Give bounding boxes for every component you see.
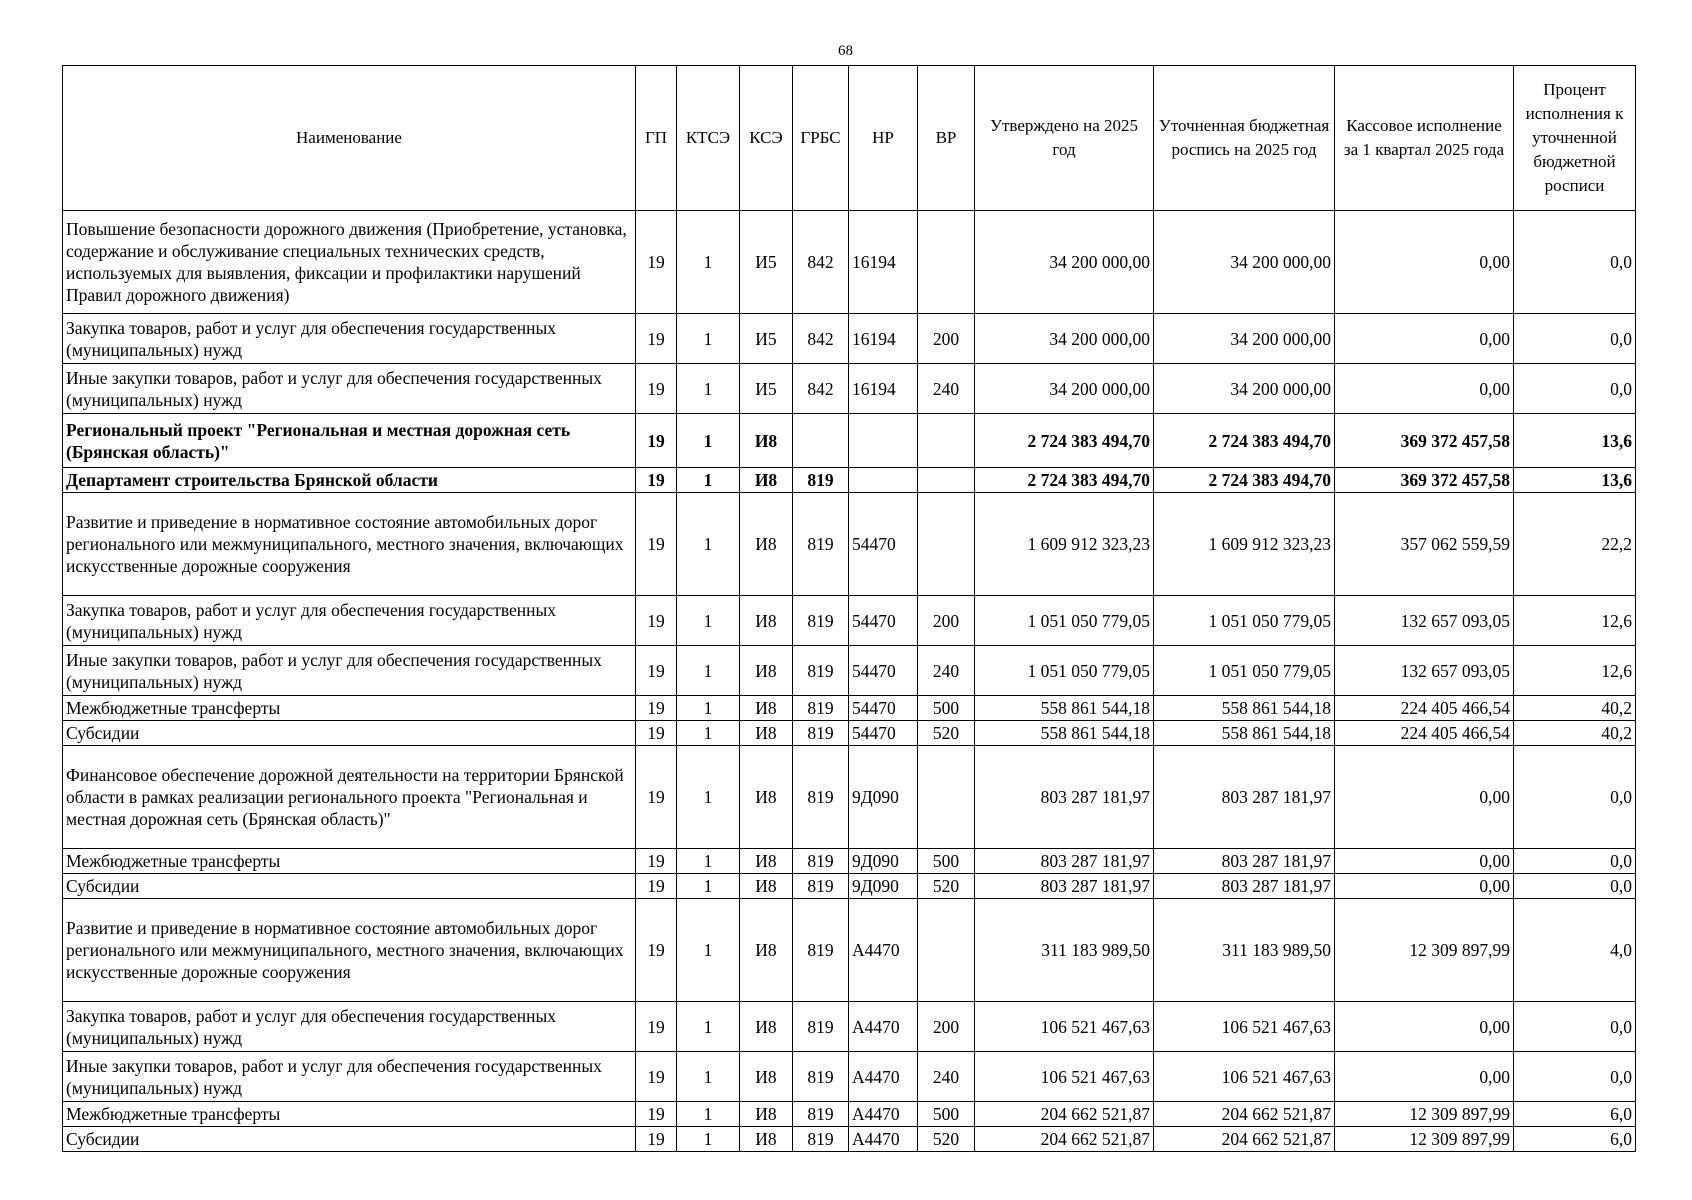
row-nr xyxy=(849,468,918,493)
row-vr: 500 xyxy=(918,696,975,721)
row-kse: И8 xyxy=(740,874,793,899)
row-gp: 19 xyxy=(636,493,677,596)
row-percent: 40,2 xyxy=(1514,696,1636,721)
row-gp: 19 xyxy=(636,314,677,364)
row-approved: 803 287 181,97 xyxy=(975,874,1154,899)
row-ktse: 1 xyxy=(677,364,740,414)
row-nr: 9Д090 xyxy=(849,849,918,874)
row-refined: 2 724 383 494,70 xyxy=(1154,468,1335,493)
row-grbs: 819 xyxy=(793,493,849,596)
row-kse: И8 xyxy=(740,493,793,596)
table-row xyxy=(63,414,1636,468)
table-row xyxy=(63,646,1636,696)
row-gp: 19 xyxy=(636,1052,677,1102)
row-name: Закупка товаров, работ и услуг для обеспечения государственных (муниципальных) нужд xyxy=(63,1002,636,1052)
row-vr xyxy=(918,211,975,314)
row-vr: 520 xyxy=(918,721,975,746)
row-refined: 34 200 000,00 xyxy=(1154,364,1335,414)
row-percent: 6,0 xyxy=(1514,1127,1636,1152)
row-grbs: 819 xyxy=(793,1002,849,1052)
header-vr: ВР xyxy=(918,66,975,211)
row-name: Межбюджетные трансферты xyxy=(63,696,636,721)
row-grbs: 819 xyxy=(793,1052,849,1102)
row-approved: 2 724 383 494,70 xyxy=(975,414,1154,468)
row-ktse: 1 xyxy=(677,493,740,596)
row-refined: 106 521 467,63 xyxy=(1154,1052,1335,1102)
row-name: Субсидии xyxy=(63,1127,636,1152)
row-refined: 34 200 000,00 xyxy=(1154,211,1335,314)
row-gp: 19 xyxy=(636,364,677,414)
row-ktse: 1 xyxy=(677,1052,740,1102)
row-gp: 19 xyxy=(636,1002,677,1052)
table-row xyxy=(63,746,1636,849)
row-nr: А4470 xyxy=(849,1127,918,1152)
row-gp: 19 xyxy=(636,721,677,746)
table-row xyxy=(63,874,1636,899)
row-cash: 0,00 xyxy=(1335,874,1514,899)
row-vr xyxy=(918,493,975,596)
row-kse: И5 xyxy=(740,314,793,364)
row-refined: 106 521 467,63 xyxy=(1154,1002,1335,1052)
row-nr: А4470 xyxy=(849,899,918,1002)
row-name: Субсидии xyxy=(63,874,636,899)
row-gp: 19 xyxy=(636,468,677,493)
row-grbs xyxy=(793,414,849,468)
row-grbs: 819 xyxy=(793,696,849,721)
row-approved: 34 200 000,00 xyxy=(975,364,1154,414)
row-approved: 34 200 000,00 xyxy=(975,211,1154,314)
row-nr: А4470 xyxy=(849,1002,918,1052)
row-ktse: 1 xyxy=(677,468,740,493)
row-gp: 19 xyxy=(636,696,677,721)
table-row xyxy=(63,1052,1636,1102)
row-refined: 34 200 000,00 xyxy=(1154,314,1335,364)
header-nr: НР xyxy=(849,66,918,211)
row-kse: И8 xyxy=(740,721,793,746)
page-number: 68 xyxy=(838,43,853,59)
row-percent: 0,0 xyxy=(1514,211,1636,314)
row-nr: 16194 xyxy=(849,364,918,414)
row-grbs: 819 xyxy=(793,874,849,899)
row-ktse: 1 xyxy=(677,899,740,1002)
row-cash: 12 309 897,99 xyxy=(1335,899,1514,1002)
row-ktse: 1 xyxy=(677,646,740,696)
row-vr xyxy=(918,746,975,849)
row-grbs: 819 xyxy=(793,899,849,1002)
row-kse: И8 xyxy=(740,414,793,468)
row-grbs: 819 xyxy=(793,721,849,746)
row-approved: 1 051 050 779,05 xyxy=(975,646,1154,696)
row-vr: 500 xyxy=(918,849,975,874)
row-ktse: 1 xyxy=(677,721,740,746)
table-row xyxy=(63,314,1636,364)
table-row xyxy=(63,696,1636,721)
table-row xyxy=(63,364,1636,414)
row-cash: 12 309 897,99 xyxy=(1335,1127,1514,1152)
row-kse: И8 xyxy=(740,849,793,874)
row-gp: 19 xyxy=(636,1102,677,1127)
row-gp: 19 xyxy=(636,414,677,468)
row-cash: 224 405 466,54 xyxy=(1335,721,1514,746)
row-grbs: 842 xyxy=(793,314,849,364)
row-refined: 311 183 989,50 xyxy=(1154,899,1335,1002)
row-percent: 0,0 xyxy=(1514,1002,1636,1052)
row-cash: 369 372 457,58 xyxy=(1335,414,1514,468)
row-ktse: 1 xyxy=(677,414,740,468)
row-percent: 0,0 xyxy=(1514,1052,1636,1102)
header-row xyxy=(63,66,1636,211)
row-name: Развитие и приведение в нормативное состояние автомобильных дорог регионального или межмуниципального, местного значения, включающих искусственные дорожные сооружения xyxy=(63,899,636,1002)
header-percent: Процент исполнения к уточненной бюджетной росписи xyxy=(1514,66,1636,211)
row-grbs: 819 xyxy=(793,596,849,646)
row-percent: 0,0 xyxy=(1514,849,1636,874)
row-approved: 558 861 544,18 xyxy=(975,721,1154,746)
row-cash: 0,00 xyxy=(1335,746,1514,849)
row-cash: 0,00 xyxy=(1335,314,1514,364)
row-vr: 240 xyxy=(918,1052,975,1102)
table-row xyxy=(63,849,1636,874)
row-nr: А4470 xyxy=(849,1102,918,1127)
row-gp: 19 xyxy=(636,211,677,314)
row-approved: 311 183 989,50 xyxy=(975,899,1154,1002)
row-cash: 0,00 xyxy=(1335,211,1514,314)
row-kse: И8 xyxy=(740,1002,793,1052)
row-refined: 803 287 181,97 xyxy=(1154,874,1335,899)
row-kse: И8 xyxy=(740,596,793,646)
table-row xyxy=(63,1102,1636,1127)
row-cash: 357 062 559,59 xyxy=(1335,493,1514,596)
row-refined: 803 287 181,97 xyxy=(1154,746,1335,849)
table-body xyxy=(63,211,1636,1152)
row-name: Департамент строительства Брянской области xyxy=(63,468,636,493)
row-nr: 54470 xyxy=(849,596,918,646)
row-grbs: 819 xyxy=(793,468,849,493)
row-approved: 34 200 000,00 xyxy=(975,314,1154,364)
row-percent: 0,0 xyxy=(1514,314,1636,364)
row-ktse: 1 xyxy=(677,1002,740,1052)
row-name: Развитие и приведение в нормативное состояние автомобильных дорог регионального или межмуниципального, местного значения, включающих искусственные дорожные сооружения xyxy=(63,493,636,596)
row-name: Финансовое обеспечение дорожной деятельности на территории Брянской области в рамках реализации регионального проекта "Региональная и местная дорожная сеть (Брянская область)" xyxy=(63,746,636,849)
row-kse: И8 xyxy=(740,468,793,493)
row-grbs: 819 xyxy=(793,849,849,874)
row-nr xyxy=(849,414,918,468)
row-refined: 1 051 050 779,05 xyxy=(1154,596,1335,646)
row-approved: 2 724 383 494,70 xyxy=(975,468,1154,493)
row-ktse: 1 xyxy=(677,596,740,646)
header-ktse: КТСЭ xyxy=(677,66,740,211)
row-approved: 106 521 467,63 xyxy=(975,1002,1154,1052)
row-approved: 558 861 544,18 xyxy=(975,696,1154,721)
row-nr: 54470 xyxy=(849,493,918,596)
row-kse: И8 xyxy=(740,1127,793,1152)
row-approved: 803 287 181,97 xyxy=(975,849,1154,874)
row-cash: 0,00 xyxy=(1335,1002,1514,1052)
row-grbs: 819 xyxy=(793,1127,849,1152)
row-ktse: 1 xyxy=(677,1127,740,1152)
row-percent: 0,0 xyxy=(1514,364,1636,414)
header-kse: КСЭ xyxy=(740,66,793,211)
table-row xyxy=(63,721,1636,746)
row-nr: 9Д090 xyxy=(849,874,918,899)
table-row xyxy=(63,1002,1636,1052)
row-refined: 558 861 544,18 xyxy=(1154,721,1335,746)
row-vr xyxy=(918,414,975,468)
row-approved: 803 287 181,97 xyxy=(975,746,1154,849)
row-refined: 1 051 050 779,05 xyxy=(1154,646,1335,696)
row-gp: 19 xyxy=(636,849,677,874)
row-percent: 22,2 xyxy=(1514,493,1636,596)
row-ktse: 1 xyxy=(677,1102,740,1127)
row-percent: 0,0 xyxy=(1514,746,1636,849)
table-row xyxy=(63,1127,1636,1152)
header-gp: ГП xyxy=(636,66,677,211)
row-ktse: 1 xyxy=(677,874,740,899)
row-approved: 204 662 521,87 xyxy=(975,1102,1154,1127)
row-cash: 0,00 xyxy=(1335,1052,1514,1102)
row-kse: И8 xyxy=(740,1052,793,1102)
row-name: Субсидии xyxy=(63,721,636,746)
row-cash: 12 309 897,99 xyxy=(1335,1102,1514,1127)
row-kse: И8 xyxy=(740,899,793,1002)
row-kse: И8 xyxy=(740,1102,793,1127)
row-refined: 2 724 383 494,70 xyxy=(1154,414,1335,468)
row-gp: 19 xyxy=(636,899,677,1002)
row-cash: 224 405 466,54 xyxy=(1335,696,1514,721)
row-percent: 12,6 xyxy=(1514,596,1636,646)
row-name: Закупка товаров, работ и услуг для обеспечения государственных (муниципальных) нужд xyxy=(63,596,636,646)
row-name: Повышение безопасности дорожного движения (Приобретение, установка, содержание и обслуживание специальных технических средств, используемых для выявления, фиксации и профилактики нарушений Правил дорожного движения) xyxy=(63,211,636,314)
row-name: Иные закупки товаров, работ и услуг для обеспечения государственных (муниципальных) нужд xyxy=(63,646,636,696)
row-kse: И5 xyxy=(740,211,793,314)
row-percent: 12,6 xyxy=(1514,646,1636,696)
row-nr: 54470 xyxy=(849,696,918,721)
row-grbs: 842 xyxy=(793,211,849,314)
header-refined: Уточненная бюджетная роспись на 2025 год xyxy=(1154,66,1335,211)
header-grbs: ГРБС xyxy=(793,66,849,211)
row-percent: 13,6 xyxy=(1514,414,1636,468)
row-gp: 19 xyxy=(636,596,677,646)
row-nr: 54470 xyxy=(849,721,918,746)
row-vr: 200 xyxy=(918,314,975,364)
row-approved: 1 051 050 779,05 xyxy=(975,596,1154,646)
row-name: Межбюджетные трансферты xyxy=(63,1102,636,1127)
row-vr xyxy=(918,468,975,493)
header-approved: Утверждено на 2025 год xyxy=(975,66,1154,211)
row-vr: 500 xyxy=(918,1102,975,1127)
row-vr: 200 xyxy=(918,1002,975,1052)
row-ktse: 1 xyxy=(677,314,740,364)
row-refined: 204 662 521,87 xyxy=(1154,1127,1335,1152)
row-kse: И5 xyxy=(740,364,793,414)
row-approved: 1 609 912 323,23 xyxy=(975,493,1154,596)
row-cash: 132 657 093,05 xyxy=(1335,646,1514,696)
row-refined: 204 662 521,87 xyxy=(1154,1102,1335,1127)
row-approved: 106 521 467,63 xyxy=(975,1052,1154,1102)
row-percent: 4,0 xyxy=(1514,899,1636,1002)
row-name: Иные закупки товаров, работ и услуг для обеспечения государственных (муниципальных) нужд xyxy=(63,1052,636,1102)
row-nr: А4470 xyxy=(849,1052,918,1102)
row-gp: 19 xyxy=(636,874,677,899)
row-name: Иные закупки товаров, работ и услуг для обеспечения государственных (муниципальных) нужд xyxy=(63,364,636,414)
row-refined: 558 861 544,18 xyxy=(1154,696,1335,721)
row-grbs: 842 xyxy=(793,364,849,414)
header-cash: Кассовое исполнение за 1 квартал 2025 года xyxy=(1335,66,1514,211)
row-grbs: 819 xyxy=(793,646,849,696)
row-name: Закупка товаров, работ и услуг для обеспечения государственных (муниципальных) нужд xyxy=(63,314,636,364)
row-vr: 200 xyxy=(918,596,975,646)
table-row xyxy=(63,493,1636,596)
row-nr: 16194 xyxy=(849,314,918,364)
row-ktse: 1 xyxy=(677,696,740,721)
table-row xyxy=(63,468,1636,493)
row-percent: 13,6 xyxy=(1514,468,1636,493)
row-vr: 240 xyxy=(918,646,975,696)
row-nr: 9Д090 xyxy=(849,746,918,849)
row-percent: 40,2 xyxy=(1514,721,1636,746)
row-cash: 132 657 093,05 xyxy=(1335,596,1514,646)
row-vr: 520 xyxy=(918,1127,975,1152)
row-percent: 0,0 xyxy=(1514,874,1636,899)
row-refined: 1 609 912 323,23 xyxy=(1154,493,1335,596)
row-grbs: 819 xyxy=(793,1102,849,1127)
row-name: Межбюджетные трансферты xyxy=(63,849,636,874)
row-kse: И8 xyxy=(740,746,793,849)
row-nr: 54470 xyxy=(849,646,918,696)
row-cash: 369 372 457,58 xyxy=(1335,468,1514,493)
table-row xyxy=(63,211,1636,314)
row-gp: 19 xyxy=(636,1127,677,1152)
row-ktse: 1 xyxy=(677,746,740,849)
row-grbs: 819 xyxy=(793,746,849,849)
row-kse: И8 xyxy=(740,696,793,721)
row-gp: 19 xyxy=(636,746,677,849)
table-row xyxy=(63,899,1636,1002)
row-name: Региональный проект "Региональная и местная дорожная сеть (Брянская область)" xyxy=(63,414,636,468)
row-ktse: 1 xyxy=(677,849,740,874)
row-kse: И8 xyxy=(740,646,793,696)
budget-table xyxy=(62,65,1636,1152)
row-vr xyxy=(918,899,975,1002)
row-cash: 0,00 xyxy=(1335,364,1514,414)
row-vr: 520 xyxy=(918,874,975,899)
row-gp: 19 xyxy=(636,646,677,696)
header-name: Наименование xyxy=(63,66,636,211)
row-vr: 240 xyxy=(918,364,975,414)
row-approved: 204 662 521,87 xyxy=(975,1127,1154,1152)
row-percent: 6,0 xyxy=(1514,1102,1636,1127)
row-nr: 16194 xyxy=(849,211,918,314)
row-ktse: 1 xyxy=(677,211,740,314)
table-row xyxy=(63,596,1636,646)
row-cash: 0,00 xyxy=(1335,849,1514,874)
row-refined: 803 287 181,97 xyxy=(1154,849,1335,874)
